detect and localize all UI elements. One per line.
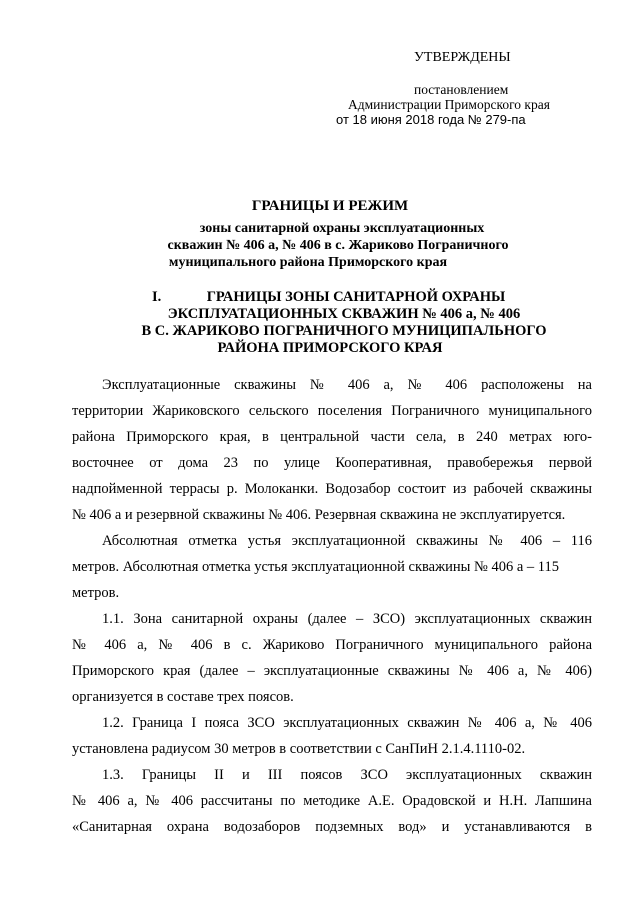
paragraph-line — [102, 533, 592, 550]
paragraph-line: метров. — [72, 585, 120, 601]
paragraph-line — [72, 429, 592, 446]
approval-authority: Администрации Приморского края — [348, 97, 550, 112]
text-line: Эксплуатационные скважины № 406 а, № 406 расположены на — [102, 377, 592, 393]
text-line: Абсолютная отметка устья эксплуатационной скважины № 406 – 116 — [102, 533, 592, 549]
paragraph-line — [72, 403, 592, 420]
text-line: надпойменной террасы р. Молоканки. Водозабор состоит из рабочей скважины — [72, 481, 592, 497]
text-line: территории Жариковского сельского поселения Пограничного муниципального — [72, 403, 592, 419]
paragraph-line — [102, 377, 592, 394]
section-heading-line: ЭКСПЛУАТАЦИОННЫХ СКВАЖИН № 406 а, № 406 — [167, 306, 521, 322]
paragraph-line — [72, 481, 592, 498]
paragraph-line: организуется в составе трех поясов. — [72, 689, 294, 705]
paragraph-line — [72, 819, 592, 836]
text-line: района Приморского края, в центральной части села, в 240 метрах юго- — [72, 429, 592, 445]
section-heading-line: В С. ЖАРИКОВО ПОГРАНИЧНОГО МУНИЦИПАЛЬНОГО — [141, 323, 547, 339]
document-subtitle-line: муниципального района Приморского края — [168, 255, 448, 270]
paragraph-line — [72, 793, 592, 810]
text-line: 1.1. Зона санитарной охраны (далее – ЗСО) эксплуатационных скважин — [102, 611, 592, 627]
approval-heading: УТВЕРЖДЕНЫ — [414, 50, 511, 65]
text-line: «Санитарная охрана водозаборов подземных вод» и устанавливаются в — [72, 819, 592, 835]
paragraph-line — [72, 455, 592, 472]
text-line: Приморского края (далее – эксплуатационные скважины № 406 а, № 406) — [72, 663, 592, 679]
text-line: 1.2. Граница I пояса ЗСО эксплуатационных скважин № 406 а, № 406 — [102, 715, 592, 731]
paragraph-line: метров. Абсолютная отметка устья эксплуатационной скважины № 406 а – 115 — [72, 559, 559, 575]
text-line: № 406 а, № 406 рассчитаны по методике А.Е. Орадовской и Н.Н. Лапшина — [72, 793, 592, 809]
text-line: восточнее от дома 23 по улице Кооперативная, правобережья первой — [72, 455, 592, 471]
section-heading-line: РАЙОНА ПРИМОРСКОГО КРАЯ — [217, 340, 443, 356]
paragraph-line — [102, 715, 592, 732]
paragraph-line — [102, 611, 592, 628]
paragraph-line: № 406 а и резервной скважины № 406. Резервная скважина не эксплуатируется. — [72, 507, 566, 523]
document-title: ГРАНИЦЫ И РЕЖИМ — [251, 198, 409, 214]
section-heading-line: ГРАНИЦЫ ЗОНЫ САНИТАРНОЙ ОХРАНЫ — [206, 289, 506, 305]
paragraph-line: установлена радиусом 30 метров в соответствии с СанПиН 2.1.4.1110-02. — [72, 741, 526, 757]
document-subtitle-line: зоны санитарной охраны эксплуатационных — [199, 221, 485, 236]
approval-resolution: постановлением — [414, 82, 509, 97]
text-line: 1.3. Границы II и III поясов ЗСО эксплуатационных скважин — [102, 767, 592, 783]
section-number: I. — [152, 289, 162, 305]
paragraph-line — [102, 767, 592, 784]
paragraph-line — [72, 637, 592, 654]
paragraph-line — [72, 663, 592, 680]
document-subtitle-line: скважин № 406 а, № 406 в с. Жариково Пограничного — [167, 238, 509, 253]
text-line: № 406 а, № 406 в с. Жариково Пограничного муниципального района — [72, 637, 592, 653]
approval-date-number: от 18 июня 2018 года № 279-па — [336, 112, 526, 127]
